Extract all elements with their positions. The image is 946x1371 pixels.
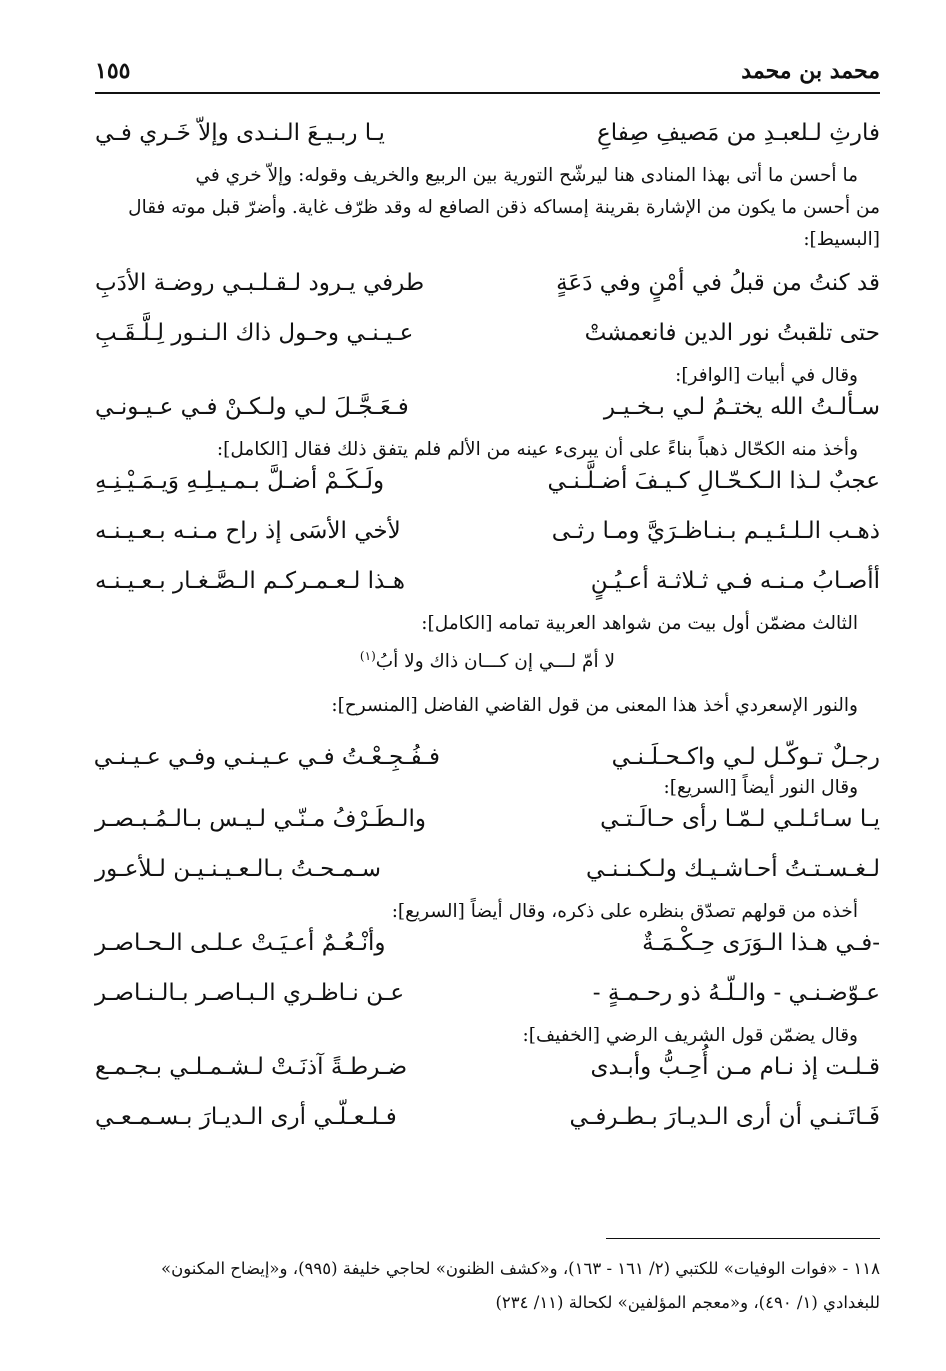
page-number: ١٥٥ [95,58,131,84]
footnote-line: ١١٨ - «فوات الوفيات» للكتبي (٢/ ١٦١ - ١٦٣)، و«كشف الظنون» لحاجي خليفة (٩٩٥)، و«إيضاح المكنون» [161,1259,880,1278]
verse-first-hemistich: فَـاتَـنـي أن أرى الـديـارَ بـطـرفـي [569,1104,880,1131]
verse-first-hemistich: قد كنتُ من قبلُ في أمْنٍ وفي دَعَةٍ [556,270,880,296]
footnote [72,1252,880,1320]
quoted-hemistich-text: لا أمّ لـــي إن كـــان ذاك ولا أبُ [375,651,616,673]
verse-line [95,742,880,772]
prose-paragraph: [البسيط]: [803,229,880,250]
verse-line [95,516,880,546]
verse-line [95,318,880,348]
verse-line [95,466,880,496]
verse-first-hemistich: حتى تلقبتُ نور الدين فانعمشتْ [584,320,880,346]
verse-first-hemistich: رجـلٌ تـوكّـل لـي واكـحـلَـنـي [611,744,880,771]
verse-second-hemistich: لأخي الأسَى إذ راح مـنـه بـعـيـنـه [95,518,401,544]
verse-first-hemistich: ذهـب الـلـئـيـم بـنـاظـرَيَّ ومـا رثـى [551,518,880,544]
verse-first-hemistich: أأصـابُ مـنـه فـي ثـلاثـة أعـيُـنٍ [590,568,880,594]
verse-second-hemistich: فـلـعـلّـي أرى الـديـارَ بـسـمـعـي [95,1104,397,1131]
verse-line [95,1102,880,1132]
footnote-marker: (١) [359,649,376,663]
prose-paragraph: والنور الإسعردي أخذ هذا المعنى من قول القاضي الفاضل [المنسرح]: [331,695,858,717]
verse-line [95,566,880,596]
verse-second-hemistich: ولَـكَـمْ أضـلَّ بـمـيـلِـهِ وَيـمَـيْـنِـهِ [95,468,385,494]
footnote-separator [606,1238,880,1239]
verse-second-hemistich: عـن نـاظـري الـبـاصـر بـالـنـاصـر [95,980,405,1007]
verse-first-hemistich: فارثِ لـلعبـدِ من مَصيفِ صِفاعِ [597,120,880,146]
verse-second-hemistich: هـذا لـعـمـركـم الـصَّـغـار بـعـيـنـه [95,568,405,594]
quoted-hemistich [95,640,880,678]
page-body [95,118,880,1132]
verse-first-hemistich: لـغـسـتـتُ أحـاشـيـك ولـكـنـنـي [586,856,880,883]
verse-first-hemistich: سـألـتُ الله يختـمُ لـي بـخـيـر [603,394,880,420]
prose-paragraph: أخذه من قولهم تصدّق بنظره على ذكره، وقال أيضاً [السريع]: [391,901,858,923]
verse-second-hemistich: فـفُـجِـعْـتُ فـي عـيـنـي وفـي عـيـنـي [93,744,440,771]
verse-first-hemistich: -فـي هـذا الـوَرَى حِـكْـمَـةٌ [642,930,880,957]
prose-paragraph: ما أحسن ما أتى بهذا المنادى هنا ليرشّح التورية بين الربيع والخريف وقوله: وإلاّ خري في [195,165,858,186]
verse-second-hemistich: ضـرطـةً آذنَـتْ لـشـمـلـي بـجـمـع [95,1054,408,1081]
page-header [95,52,880,94]
verse-line [95,928,880,958]
verse-line [95,804,880,834]
verse-second-hemistich: فـعَـجَّـلَ لـي ولـكـنْ فـي عـيـونـي [95,394,409,420]
verse-first-hemistich: عـوّضـنـي - والـلّـهُ ذو رحـمـةٍ - [592,980,880,1007]
prose-paragraph: وقال يضمّن قول الشريف الرضي [الخفيف]: [522,1025,858,1047]
prose-paragraph: وقال في أبيات [الوافر]: [675,365,858,386]
footnote-line: للبغدادي (١/ ٤٩٠)، و«معجم المؤلفين» لكحالة (١١/ ٢٣٤) [495,1293,880,1312]
verse-second-hemistich: يـا ربـيـعَ الـنـدى وإلاّ خَـري فـي [95,120,385,146]
verse-line [95,118,880,148]
verse-second-hemistich: وأنْـعُـمٌ أعـيَـتْ عـلـى الـحـاصـر [95,930,386,957]
prose-paragraph: الثالث مضمّن أول بيت من شواهد العربية تمامه [الكامل]: [421,613,858,634]
verse-second-hemistich: سـمـحـتُ بـالـعـيـنـيـن لـلأعـور [95,856,382,883]
prose-paragraph: من أحسن ما يكون من الإشارة بقرينة إمساكه ذقن الصافع له وقد ظرّف غاية. وأضرّ قبل موته فقال [128,197,880,218]
verse-first-hemistich: قـلـت إذ نـام مـن أُحِـبُّ وأبـدى [590,1054,880,1081]
verse-second-hemistich: والـطَـرْفُ مـنّـي لـيـس بـالـمُـبـصـر [95,806,426,833]
verse-line [95,268,880,298]
verse-second-hemistich: عـيـنـي وحـول ذاك الـنـور لِـلَّـقَـبِ [95,320,414,346]
verse-line [95,854,880,884]
running-title: محمد بن محمد [741,58,880,84]
verse-line [95,392,880,422]
verse-line [95,978,880,1008]
verse-second-hemistich: طرفي يـرود لـقـلـبـي روضـة الأدَبِ [95,270,425,296]
prose-paragraph: وقال النور أيضاً [السريع]: [663,777,858,799]
verse-first-hemistich: يـا سـائـلـي لـمّـا رأى حـالَـتـي [600,806,880,833]
verse-first-hemistich: عجبٌ لـذا الـكـحّـالِ كـيـفَ أضـلَّـنـي [547,468,880,494]
verse-line [95,1052,880,1082]
prose-paragraph: وأخذ منه الكحّال ذهباً بناءً على أن يبرىء عينه من الألم فلم يتفق ذلك فقال [الكامل]: [216,439,858,460]
